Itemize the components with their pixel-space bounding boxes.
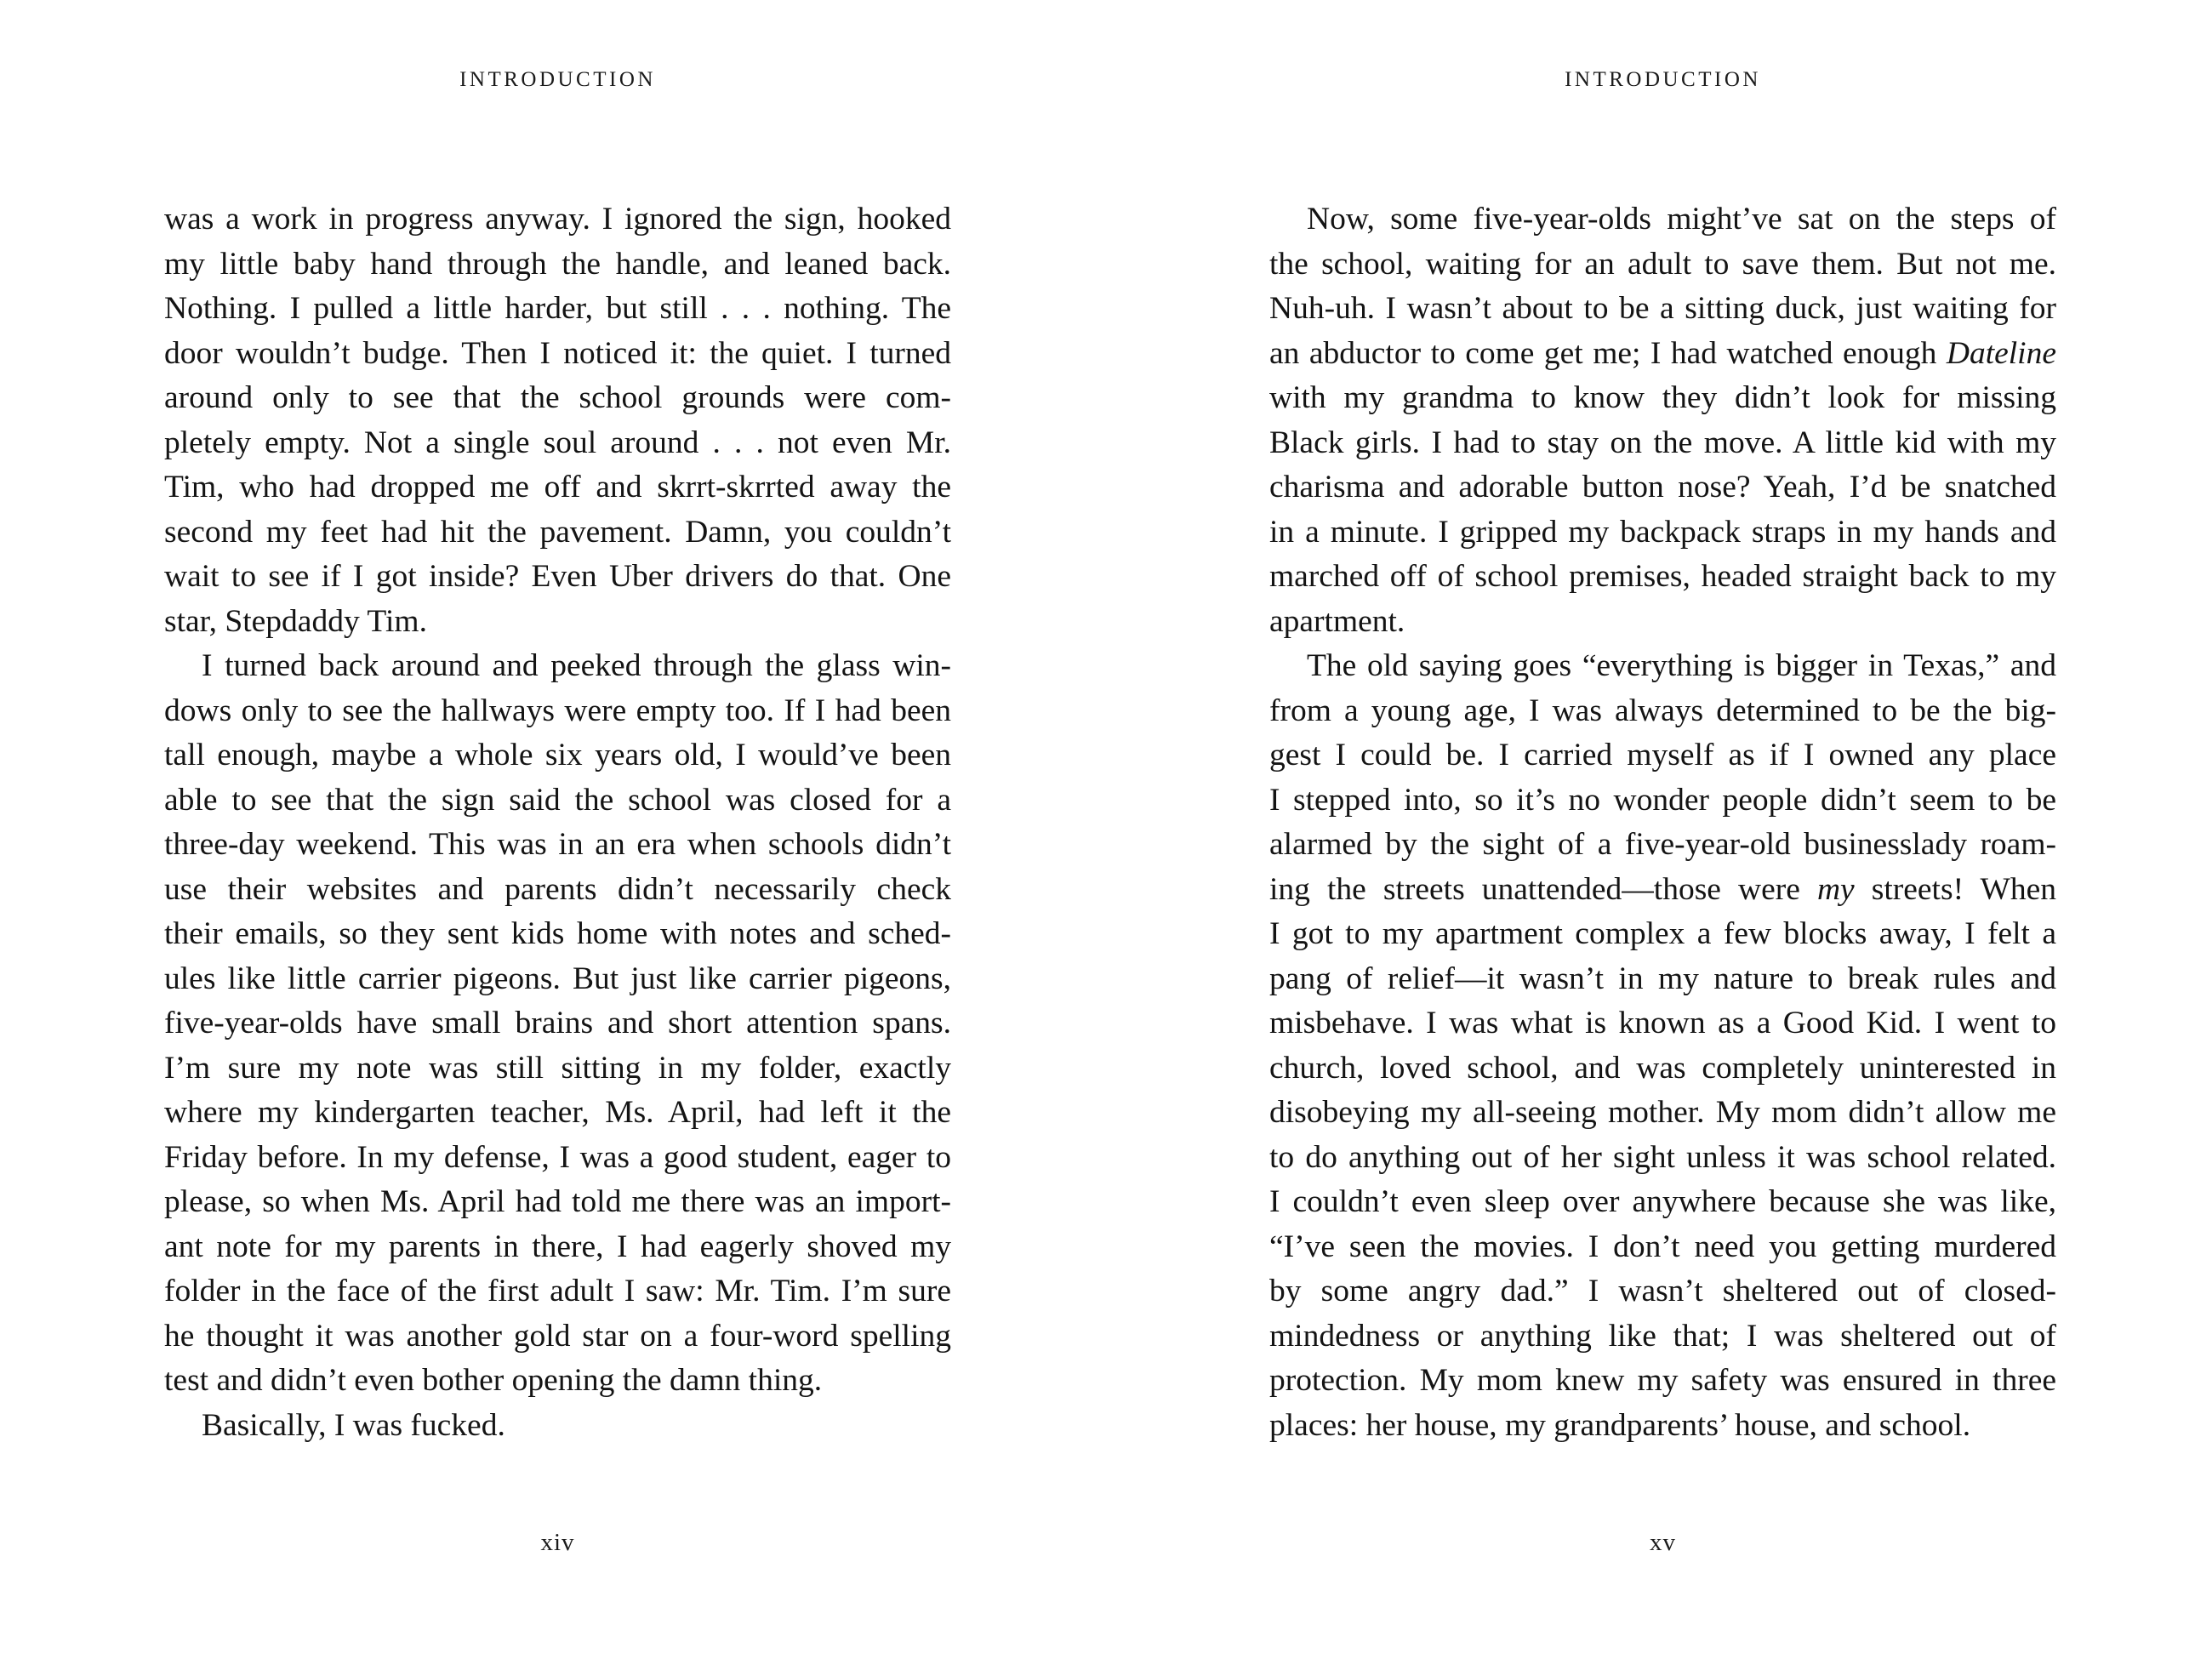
text-line: dows only to see the hallways were empty too. If I had been bbox=[164, 693, 951, 728]
text-line: with my grandma to know they didn’t look for missing bbox=[1269, 380, 2056, 415]
text-line: where my kindergarten teacher, Ms. April, had left it the bbox=[164, 1095, 951, 1130]
text-line: I’m sure my note was still sitting in my folder, exactly bbox=[164, 1050, 951, 1086]
text-line: I got to my apartment complex a few blocks away, I felt a bbox=[1269, 916, 2056, 951]
text-line: Friday before. In my defense, I was a good student, eager to bbox=[164, 1139, 951, 1175]
text-line: able to see that the sign said the school was closed for a bbox=[164, 782, 951, 818]
running-head-left: INTRODUCTION bbox=[459, 68, 656, 91]
text-line: wait to see if I got inside? Even Uber drivers do that. One bbox=[164, 559, 951, 594]
text-line: marched off of school premises, headed straight back to my bbox=[1269, 559, 2056, 594]
text-line: I stepped into, so it’s no wonder people didn’t seem to be bbox=[1269, 782, 2056, 818]
text-line: by some angry dad.” I wasn’t sheltered out of closed- bbox=[1269, 1274, 2056, 1308]
text-line: mindedness or anything like that; I was sheltered out of bbox=[1269, 1318, 2056, 1354]
text-line: to do anything out of her sight unless it was school related. bbox=[1269, 1139, 2056, 1175]
text-line: places: her house, my grandparents’ house, and school. bbox=[1269, 1407, 1971, 1443]
text-line: second my feet had hit the pavement. Damn, you couldn’t bbox=[164, 514, 951, 550]
page-number-left: xiv bbox=[540, 1529, 575, 1556]
text-line: Nuh-uh. I wasn’t about to be a sitting duck, just waiting for bbox=[1269, 291, 2056, 326]
text-line: around only to see that the school grounds were com- bbox=[164, 380, 951, 415]
text-line: The old saying goes “everything is bigger in Texas,” and bbox=[1307, 648, 2056, 683]
text-line: from a young age, I was always determined to be the big- bbox=[1269, 693, 2056, 728]
text-line: five-year-olds have small brains and short attention spans. bbox=[164, 1006, 951, 1040]
text-line: apartment. bbox=[1269, 603, 1405, 639]
text-line: their emails, so they sent kids home with notes and sched- bbox=[164, 916, 951, 951]
text-line: was a work in progress anyway. I ignored the sign, hooked bbox=[164, 202, 951, 237]
text-line: star, Stepdaddy Tim. bbox=[164, 603, 427, 639]
text-block-left bbox=[164, 197, 951, 1448]
page-number-right: xv bbox=[1650, 1529, 1676, 1556]
text-line: “I’ve seen the movies. I don’t need you getting murdered bbox=[1269, 1229, 2056, 1264]
text-line: church, loved school, and was completely uninterested in bbox=[1269, 1050, 2056, 1086]
text-line: pang of relief—it wasn’t in my nature to break rules and bbox=[1269, 961, 2056, 996]
text-line: pletely empty. Not a single soul around . . . not even Mr. bbox=[164, 425, 951, 460]
text-line: disobeying my all-seeing mother. My mom didn’t allow me bbox=[1269, 1095, 2056, 1130]
text-line: use their websites and parents didn’t necessarily check bbox=[164, 871, 951, 907]
page-right bbox=[1269, 0, 2056, 1659]
text-line: ant note for my parents in there, I had eagerly shoved my bbox=[164, 1229, 951, 1264]
text-line: an abductor to come get me; I had watched enough Dateline bbox=[1269, 335, 2056, 371]
text-line: Black girls. I had to stay on the move. A little kid with my bbox=[1269, 425, 2056, 460]
text-line: ing the streets unattended—those were my streets! When bbox=[1269, 871, 2056, 907]
text-line: the school, waiting for an adult to save them. But not me. bbox=[1269, 246, 2056, 282]
text-line: folder in the face of the first adult I saw: Mr. Tim. I’m sure bbox=[164, 1274, 951, 1308]
text-line: ules like little carrier pigeons. But just like carrier pigeons, bbox=[164, 961, 951, 996]
text-line: in a minute. I gripped my backpack straps in my hands and bbox=[1269, 514, 2056, 550]
text-line: I couldn’t even sleep over anywhere because she was like, bbox=[1269, 1184, 2056, 1219]
italic-text: Dateline bbox=[1946, 335, 2056, 371]
text-line: Tim, who had dropped me off and skrrt-skrrted away the bbox=[164, 470, 951, 505]
running-head-right: INTRODUCTION bbox=[1565, 68, 1761, 91]
text-line: he thought it was another gold star on a four-word spelling bbox=[164, 1318, 951, 1354]
text-line: Now, some five-year-olds might’ve sat on the steps of bbox=[1307, 202, 2056, 237]
text-line: test and didn’t even bother opening the damn thing. bbox=[164, 1363, 823, 1398]
text-line: misbehave. I was what is known as a Good Kid. I went to bbox=[1269, 1006, 2056, 1040]
text-line: gest I could be. I carried myself as if I owned any place bbox=[1269, 738, 2056, 772]
text-line: tall enough, maybe a whole six years old, I would’ve been bbox=[164, 738, 951, 772]
text-line: door wouldn’t budge. Then I noticed it: the quiet. I turned bbox=[164, 335, 951, 371]
text-line: protection. My mom knew my safety was ensured in three bbox=[1269, 1363, 2056, 1398]
text-line: Nothing. I pulled a little harder, but still . . . nothing. The bbox=[164, 291, 951, 326]
text-line: alarmed by the sight of a five-year-old businesslady roam- bbox=[1269, 827, 2056, 862]
text-block-right bbox=[1269, 197, 2056, 1448]
page-left bbox=[164, 0, 951, 1659]
text-line: Basically, I was fucked. bbox=[202, 1407, 505, 1443]
text-line: three-day weekend. This was in an era when schools didn’t bbox=[164, 827, 951, 862]
text-line: charisma and adorable button nose? Yeah, I’d be snatched bbox=[1269, 470, 2056, 505]
text-line: my little baby hand through the handle, and leaned back. bbox=[164, 246, 951, 282]
text-line: please, so when Ms. April had told me there was an import- bbox=[164, 1184, 951, 1219]
text-line: I turned back around and peeked through the glass win- bbox=[202, 648, 951, 683]
italic-text: my bbox=[1816, 871, 1855, 907]
